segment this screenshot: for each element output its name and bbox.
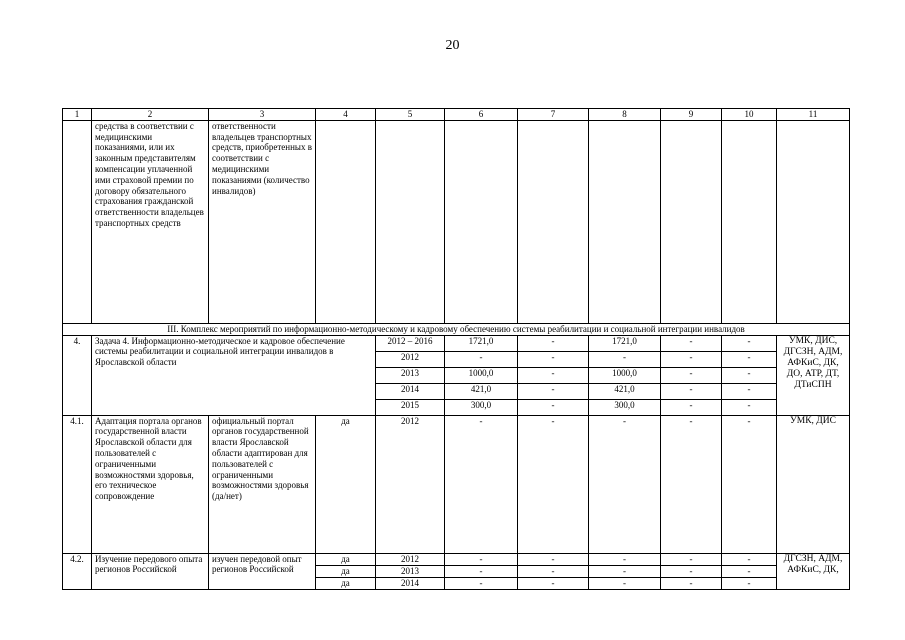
value-cell: - bbox=[518, 351, 589, 367]
year-cell: 2013 bbox=[376, 565, 445, 577]
year-cell: 2012 bbox=[376, 553, 445, 565]
value-cell: - bbox=[722, 565, 777, 577]
year-cell: 2014 bbox=[376, 383, 445, 399]
row-number: 4.1. bbox=[63, 415, 92, 553]
col-num: 9 bbox=[661, 109, 722, 121]
value-cell: - bbox=[518, 565, 589, 577]
target-value-cell: да bbox=[316, 415, 376, 553]
col-num: 3 bbox=[209, 109, 316, 121]
target-value-cell: да bbox=[316, 565, 376, 577]
indicator-cell: ответственности владельцев транспортных средств, приобретенных в соответствии с медицинскими показаниями (количество инвалидов) bbox=[209, 120, 316, 323]
page-number: 20 bbox=[445, 38, 460, 53]
value-cell: - bbox=[722, 335, 777, 351]
value-cell: - bbox=[445, 415, 518, 553]
value-cell: - bbox=[661, 367, 722, 383]
value-cell: - bbox=[722, 577, 777, 589]
col-num: 10 bbox=[722, 109, 777, 121]
value-cell: 1721,0 bbox=[445, 335, 518, 351]
value-cell: - bbox=[661, 577, 722, 589]
year-cell: 2012 bbox=[376, 351, 445, 367]
continuation-row bbox=[63, 120, 850, 323]
value-cell: - bbox=[589, 351, 661, 367]
value-cell: - bbox=[518, 415, 589, 553]
value-cell: - bbox=[518, 399, 589, 415]
responsible-cell: ДГСЗН, АДМ, АФКиС, ДК, bbox=[777, 553, 850, 589]
measure-name-cell: Адаптация портала органов государственной власти Ярославской области для пользователей с ограниченными возможностями здоровья, его техническое сопровождение bbox=[92, 415, 209, 553]
value-cell: - bbox=[518, 577, 589, 589]
year-cell: 2015 bbox=[376, 399, 445, 415]
indicator-cell: официальный портал органов государственной власти Ярославской области адаптирован для пользователей с ограниченными возможностями здоровья (да/нет) bbox=[209, 415, 316, 553]
value-cell: - bbox=[661, 351, 722, 367]
col-num: 7 bbox=[518, 109, 589, 121]
value-cell: - bbox=[661, 383, 722, 399]
row-4-2 bbox=[63, 553, 850, 565]
value-cell: 421,0 bbox=[445, 383, 518, 399]
value-cell: - bbox=[518, 553, 589, 565]
row-number: 4.2. bbox=[63, 553, 92, 589]
value-cell: - bbox=[722, 553, 777, 565]
program-table bbox=[62, 108, 850, 590]
col-num: 2 bbox=[92, 109, 209, 121]
responsible-cell: УМК, ДИС bbox=[777, 415, 850, 553]
task-title: Задача 4. Информационно-методическое и кадровое обеспечение системы реабилитации и социальной интеграции инвалидов в Ярославской области bbox=[92, 335, 376, 415]
value-cell: 1000,0 bbox=[589, 367, 661, 383]
value-cell: - bbox=[518, 383, 589, 399]
value-cell: - bbox=[445, 351, 518, 367]
row-4-1 bbox=[63, 415, 850, 553]
measure-name-cell: Изучение передового опыта регионов Российской bbox=[92, 553, 209, 589]
value-cell: 300,0 bbox=[589, 399, 661, 415]
target-value-cell: да bbox=[316, 553, 376, 565]
row-number: 4. bbox=[63, 335, 92, 415]
value-cell: - bbox=[445, 577, 518, 589]
indicator-cell: изучен передовой опыт регионов Российской bbox=[209, 553, 316, 589]
value-cell: - bbox=[722, 351, 777, 367]
value-cell: - bbox=[518, 367, 589, 383]
value-cell: - bbox=[589, 415, 661, 553]
value-cell: - bbox=[722, 383, 777, 399]
year-cell: 2013 bbox=[376, 367, 445, 383]
section-title: III. Комплекс мероприятий по информационно-методическому и кадровому обеспечению системы реабилитации и социальной интеграции инвалидов bbox=[63, 323, 850, 335]
year-cell: 2014 bbox=[376, 577, 445, 589]
measure-name-cell: средства в соответствии с медицинскими показаниями, или их законным представителям компенсации уплаченной ими страховой премии по договору обязательного страхования гражданской ответственности владельцев транспортных средств bbox=[92, 120, 209, 323]
responsible-cell: УМК, ДИС, ДГСЗН, АДМ, АФКиС, ДК, ДО, АТР, ДТ, ДТиСПН bbox=[777, 335, 850, 415]
value-cell: - bbox=[722, 367, 777, 383]
value-cell: - bbox=[661, 565, 722, 577]
value-cell: 300,0 bbox=[445, 399, 518, 415]
value-cell: - bbox=[661, 553, 722, 565]
value-cell: - bbox=[661, 335, 722, 351]
value-cell: - bbox=[722, 415, 777, 553]
value-cell: 1721,0 bbox=[589, 335, 661, 351]
col-num: 4 bbox=[316, 109, 376, 121]
col-num: 6 bbox=[445, 109, 518, 121]
value-cell: - bbox=[445, 565, 518, 577]
value-cell: 421,0 bbox=[589, 383, 661, 399]
value-cell: - bbox=[518, 335, 589, 351]
year-cell: 2012 bbox=[376, 415, 445, 553]
value-cell: - bbox=[589, 577, 661, 589]
col-num: 5 bbox=[376, 109, 445, 121]
col-num: 11 bbox=[777, 109, 850, 121]
col-num: 8 bbox=[589, 109, 661, 121]
target-value-cell: да bbox=[316, 577, 376, 589]
value-cell: 1000,0 bbox=[445, 367, 518, 383]
value-cell: - bbox=[445, 553, 518, 565]
value-cell: - bbox=[589, 565, 661, 577]
value-cell: - bbox=[722, 399, 777, 415]
column-numbers-row bbox=[63, 109, 850, 121]
year-cell: 2012 – 2016 bbox=[376, 335, 445, 351]
section-header-row bbox=[63, 323, 850, 335]
value-cell: - bbox=[589, 553, 661, 565]
value-cell: - bbox=[661, 399, 722, 415]
value-cell: - bbox=[661, 415, 722, 553]
col-num: 1 bbox=[63, 109, 92, 121]
task4-row bbox=[63, 335, 850, 351]
